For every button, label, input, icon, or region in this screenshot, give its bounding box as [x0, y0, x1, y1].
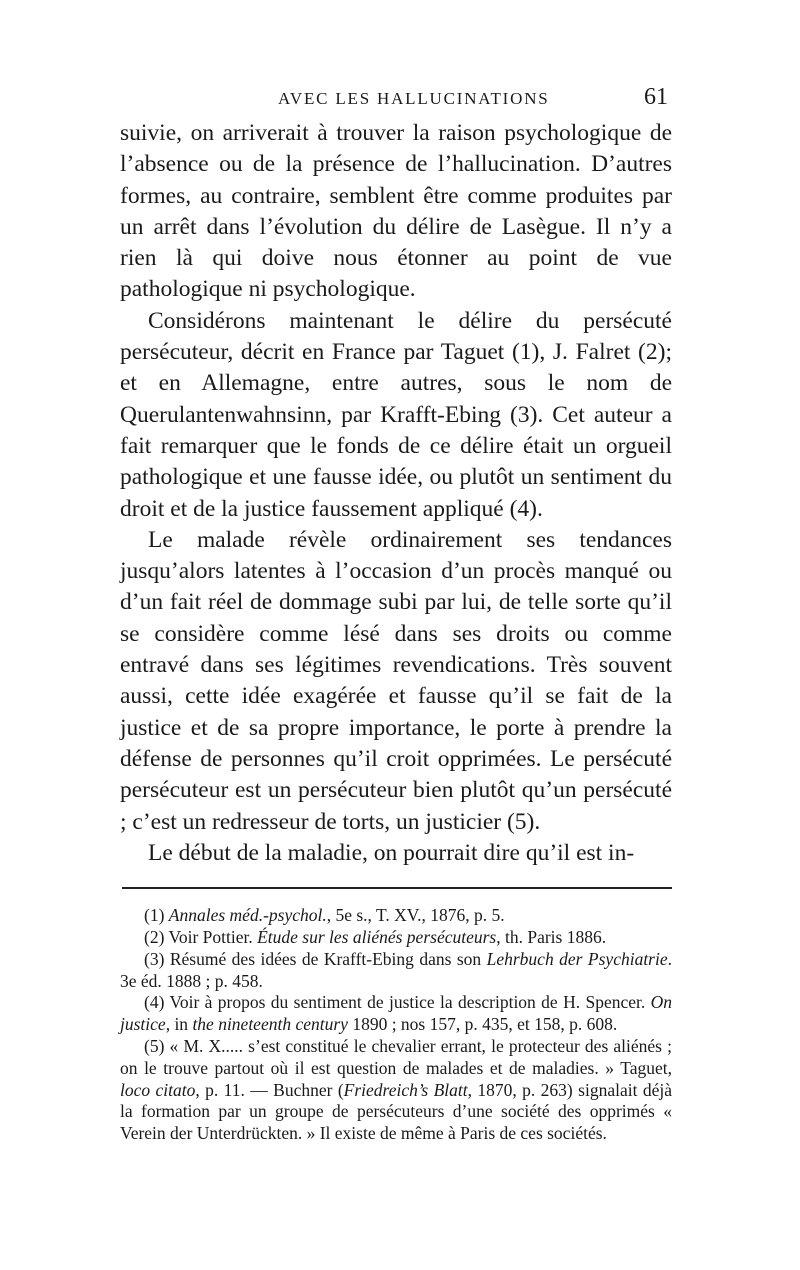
running-title: AVEC LES HALLUCINATIONS	[278, 89, 550, 108]
footnote-2: (2) Voir Pottier. Étude sur les aliénés persécuteurs, th. Paris 1886.	[144, 926, 607, 947]
main-text	[120, 118, 672, 869]
footnote-5: (5) « M. X..... s’est constitué le chevalier errant, le protecteur des aliénés ; on le trouve partout où il est question de malades et de maladies. » Taguet, loco citato, p. 11. — Buchner (Friedreich’s Blatt, 1870, p. 263) signalait déjà la formation par un groupe de persécuteurs d’une société des opprimés « Verein der Unterdrückten. » Il existe de même à Paris de ces sociétés.	[120, 1035, 672, 1144]
running-head	[120, 84, 672, 118]
paragraph: Considérons maintenant le délire du persécuté persécuteur, décrit en France par Taguet (1), J. Falret (2); et en Allemagne, entre autres, sous le nom de Querulantenwahnsinn, par Krafft-Ebing (3). Cet auteur a fait remarquer que le fonds de ce délire était un orgueil pathologique et une fausse idée, ou plutôt un sentiment du droit et de la justice faussement appliqué (4).	[120, 307, 672, 522]
footnote-4: (4) Voir à propos du sentiment de justice la description de H. Spencer. On justice, in the nineteenth century 1890 ; nos 157, p. 435, et 158, p. 608.	[120, 992, 672, 1035]
paragraph: suivie, on arriverait à trouver la raison psychologique de l’absence ou de la présence de l’hallucination. D’autres formes, au contraire, semblent être comme produites par un arrêt dans l’évolution du délire de Lasègue. Il n’y a rien là qui doive nous étonner au point de vue pathologique ni psychologique.	[120, 120, 672, 303]
footnote-3: (3) Résumé des idées de Krafft-Ebing dans son Lehrbuch der Psychiatrie. 3e éd. 1888 ; p. 458.	[120, 948, 672, 991]
footnote-separator-rule	[122, 887, 672, 889]
footnote-1: (1) Annales méd.-psychol., 5e s., T. XV., 1876, p. 5.	[144, 905, 505, 926]
paragraph: Le début de la maladie, on pourrait dire qu’il est in-	[148, 839, 635, 866]
footnotes	[120, 905, 672, 1145]
book-page	[120, 84, 672, 1145]
page-number: 61	[644, 84, 668, 110]
paragraph: Le malade révèle ordinairement ses tendances jusqu’alors latentes à l’occasion d’un procès manqué ou d’un fait réel de dommage subi par lui, de telle sorte qu’il se considère comme lésé dans ses droits ou comme entravé dans ses légitimes revendications. Très souvent aussi, cette idée exagérée et fausse qu’il se fait de la justice et de sa propre importance, le porte à prendre la défense de personnes qu’il croit opprimées. Le persécuté persécuteur est un persécuteur bien plutôt qu’un persécuté ; c’est un redresseur de torts, un justicier (5).	[120, 526, 672, 835]
